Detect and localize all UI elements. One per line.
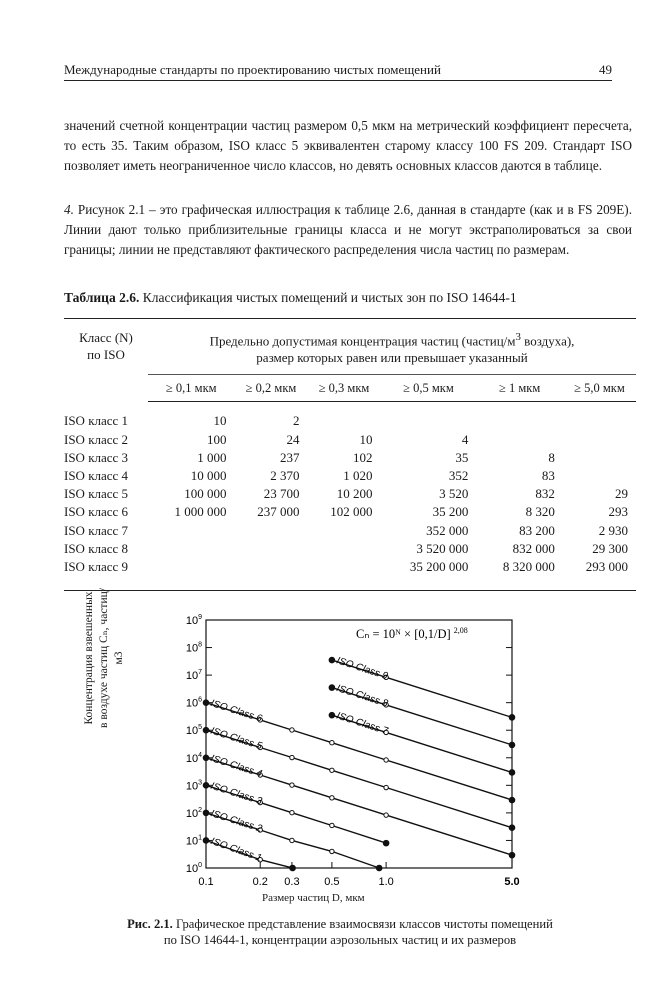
running-header-title: Международные стандарты по проектированию чистых помещений <box>64 62 441 77</box>
concentration-cell: 8 320 000 <box>502 558 555 574</box>
concentration-cell: 102 <box>353 449 373 465</box>
concentration-cell <box>563 412 636 430</box>
concentration-cell: 35 <box>455 449 469 465</box>
concentration-cell <box>476 431 562 449</box>
iso-class-chart <box>150 606 550 912</box>
group-header-line-1a: Предельно допустимая концентрация частиц (частиц/м <box>209 333 516 349</box>
data-point <box>383 840 389 846</box>
y-tick-label: $10^8$ <box>185 641 202 655</box>
data-point <box>330 849 334 853</box>
class-name-cell: ISO класс 7 <box>64 522 129 538</box>
concentration-cell: 10 <box>359 431 373 447</box>
y-tick-label: $10^4$ <box>185 751 202 765</box>
table-caption-label: Таблица 2.6. <box>64 290 140 305</box>
concentration-cell: 10 200 <box>336 486 373 502</box>
concentration-cell: 352 <box>448 467 469 483</box>
table-row <box>64 467 636 485</box>
data-point <box>290 728 294 732</box>
y-tick-label: $10^1$ <box>185 834 202 848</box>
series-label: ISO Class 7 <box>334 710 390 738</box>
data-point <box>330 823 334 827</box>
table-row <box>64 522 636 540</box>
y-tick-exponent: 5 <box>198 724 202 732</box>
y-tick-label: $10^5$ <box>185 724 202 738</box>
concentration-cell <box>381 412 477 430</box>
table-caption <box>64 290 517 306</box>
concentration-cell <box>308 558 381 576</box>
x-tick-label: 5.0 <box>504 876 520 888</box>
classification-table <box>64 318 636 591</box>
concentration-cell <box>234 522 307 540</box>
class-name-cell: ISO класс 8 <box>64 540 129 556</box>
concentration-cell <box>308 522 381 540</box>
data-point <box>329 712 335 718</box>
data-point <box>203 783 209 789</box>
concentration-cell: 352 000 <box>426 522 469 538</box>
class-name-cell: ISO класс 9 <box>64 558 129 574</box>
concentration-cell: 293 <box>608 504 628 520</box>
concentration-cell: 2 <box>293 413 300 429</box>
concentration-cell: 2 930 <box>598 522 628 538</box>
concentration-cell: 1 000 <box>197 449 227 465</box>
data-point <box>384 758 388 762</box>
x-tick-label: 0.3 <box>284 876 300 888</box>
series-label: ISO Class 8 <box>334 682 390 710</box>
class-header-line-2: по ISO <box>87 347 125 362</box>
figure-caption-label: Рис. 2.1. <box>127 917 173 931</box>
class-name-cell: ISO класс 6 <box>64 504 129 520</box>
concentration-cell: 100 <box>206 431 227 447</box>
class-name-cell: ISO класс 3 <box>64 449 129 465</box>
group-header-line-1b: воздуха), <box>520 333 575 349</box>
concentration-cell: 83 <box>541 467 555 483</box>
data-point <box>330 768 334 772</box>
size-column-header: ≥ 0,3 мкм <box>308 375 381 402</box>
paragraph-2-text: Рисунок 2.1 – это графическая иллюстрация к таблице 2.6, данная в стандарте (как и в FS 209E). Линии дают только приблизительные границы класса и не могут экстраполироваться за свои границы; линии не представляют фактического распределения числа частиц по размерам. <box>64 202 632 257</box>
size-column-header: ≥ 5,0 мкм <box>563 375 636 402</box>
y-tick-exponent: 3 <box>198 779 202 787</box>
data-point <box>330 796 334 800</box>
concentration-cell <box>234 540 307 558</box>
y-tick-exponent: 7 <box>198 669 202 677</box>
concentration-cell: 10 <box>213 413 227 429</box>
data-point <box>509 852 515 858</box>
y-tick-label: $10^3$ <box>185 779 202 793</box>
y-axis-label-line-1: Концентрация взвешенных <box>83 591 95 725</box>
series-label: ISO Class 9 <box>334 655 390 683</box>
x-tick-label: 1.0 <box>378 876 394 888</box>
concentration-cell: 3 520 000 <box>416 540 469 556</box>
concentration-cell: 100 000 <box>184 486 227 502</box>
class-name-cell: ISO класс 4 <box>64 467 129 483</box>
group-header-line-2: размер которых равен или превышает указанный <box>256 350 528 366</box>
data-point <box>290 838 294 842</box>
data-point <box>509 715 515 721</box>
concentration-cell <box>563 467 636 485</box>
data-point <box>290 865 296 871</box>
concentration-cell <box>308 540 381 558</box>
data-point <box>203 810 209 816</box>
concentration-cell <box>308 412 381 430</box>
table-row <box>64 449 636 467</box>
class-name-cell: ISO класс 1 <box>64 413 129 429</box>
concentration-cell <box>148 540 234 558</box>
paragraph-2-number: 4. <box>64 202 74 217</box>
table-row <box>64 412 636 430</box>
size-column-header: ≥ 0,1 мкм <box>148 375 234 402</box>
series-label: ISO Class 1 <box>208 835 263 865</box>
y-tick-label: $10^2$ <box>185 806 202 820</box>
y-tick-label: $10^7$ <box>185 669 202 683</box>
concentration-cell: 293 000 <box>585 558 628 574</box>
data-point <box>329 685 335 691</box>
y-tick-label: $10^0$ <box>185 862 202 875</box>
series-label: ISO Class 3 <box>209 780 264 808</box>
data-point <box>290 810 294 814</box>
concentration-cell: 23 700 <box>263 486 300 502</box>
running-header <box>64 62 612 81</box>
class-header-line-1: Класс (N) <box>79 330 133 345</box>
concentration-cell: 8 320 <box>525 504 555 520</box>
concentration-cell: 102 000 <box>330 504 373 520</box>
data-point <box>329 657 335 663</box>
y-tick-exponent: 2 <box>198 806 202 814</box>
concentration-cell: 237 <box>280 449 300 465</box>
data-point <box>509 825 515 831</box>
figure-caption-text: Графическое представление взаимосвязи классов чистоты помещений по ISO 14644-1, концентрации аэрозольных частиц и их размеров <box>163 917 553 947</box>
y-tick-exponent: 9 <box>198 614 202 621</box>
series-label: ISO Class 5 <box>209 725 264 753</box>
series-label: ISO Class 2 <box>209 808 264 835</box>
figure-caption <box>120 916 560 948</box>
concentration-cell: 1 000 000 <box>174 504 227 520</box>
data-point <box>376 865 382 871</box>
data-point <box>509 770 515 776</box>
concentration-cell: 4 <box>461 431 469 447</box>
table-row <box>64 503 636 521</box>
concentration-cell: 237 000 <box>257 504 300 520</box>
y-axis-label-line-2: в воздухе частиц Cₙ, частиц/м3 <box>98 588 125 728</box>
x-tick-label: 0.2 <box>252 876 268 888</box>
data-point <box>384 785 388 789</box>
x-tick-label: 0.5 <box>324 876 340 888</box>
data-point <box>203 838 209 844</box>
table-row <box>64 540 636 558</box>
data-point <box>509 797 515 803</box>
page-number: 49 <box>599 62 612 77</box>
data-point <box>203 727 209 733</box>
concentration-cell: 29 <box>615 486 628 502</box>
group-header-sup: 3 <box>515 331 521 343</box>
concentration-cell: 35 200 <box>432 504 469 520</box>
data-point <box>384 813 388 817</box>
concentration-cell <box>148 522 234 540</box>
data-point <box>290 755 294 759</box>
y-tick-exponent: 1 <box>198 834 202 842</box>
concentration-cell: 29 300 <box>592 540 628 556</box>
concentration-cell <box>563 431 636 449</box>
data-point <box>203 700 209 706</box>
concentration-cell <box>563 449 636 467</box>
paragraph-1: значений счетной концентрации частиц размером 0,5 мкм на метрический коэффициент пересчета, то есть 35. Таким образом, ISO класс 5 эквивалентен старому классу 100 FS 209. Стандарт ISO позволяет иметь неограниченное число классов, но девять основных классов даются в таблице. <box>64 118 632 173</box>
size-column-header: ≥ 0,2 мкм <box>234 375 307 402</box>
formula: Cₙ = 10ᴺ × [0,1/D] $^{2,08}$ <box>356 626 468 641</box>
size-column-header: ≥ 0,5 мкм <box>381 375 477 402</box>
concentration-cell <box>148 558 234 576</box>
table-row <box>64 485 636 503</box>
concentration-cell: 83 200 <box>519 522 555 538</box>
y-axis-label <box>82 588 127 728</box>
table-caption-text: Классификация чистых помещений и чистых зон по ISO 14644-1 <box>139 290 517 305</box>
x-axis-label: Размер частиц D, мкм <box>262 892 365 904</box>
concentration-cell: 8 <box>548 449 555 465</box>
class-column-header <box>64 319 148 402</box>
concentration-cell: 3 520 <box>439 486 469 502</box>
concentration-cell: 10 000 <box>190 467 227 483</box>
concentration-cell: 24 <box>286 431 300 447</box>
x-tick-label: 0.1 <box>198 876 214 888</box>
data-point <box>203 755 209 761</box>
data-point <box>290 783 294 787</box>
y-tick-exponent: 4 <box>198 751 202 759</box>
class-name-cell: ISO класс 5 <box>64 486 129 502</box>
concentration-cell: 832 <box>535 486 555 502</box>
data-point <box>509 742 515 748</box>
concentration-cell <box>234 558 307 576</box>
y-tick-exponent: 0 <box>198 862 202 869</box>
concentration-group-header <box>148 319 636 375</box>
concentration-cell <box>476 412 562 430</box>
y-tick-exponent: 8 <box>198 641 202 649</box>
concentration-cell: 35 200 000 <box>409 558 469 574</box>
table-row <box>64 431 636 449</box>
y-tick-label: $10^9$ <box>185 614 202 627</box>
series-label: ISO Class 6 <box>209 698 264 725</box>
y-tick-exponent: 6 <box>198 696 202 704</box>
concentration-cell: 832 000 <box>512 540 555 556</box>
table-row <box>64 558 636 576</box>
formula-exponent: 2,08 <box>453 626 468 635</box>
concentration-cell: 2 370 <box>270 467 300 483</box>
size-column-header: ≥ 1 мкм <box>476 375 562 402</box>
data-point <box>330 741 334 745</box>
y-tick-label: $10^6$ <box>185 696 202 710</box>
paragraph-2 <box>64 200 632 259</box>
concentration-cell: 1 020 <box>343 467 373 483</box>
class-name-cell: ISO класс 2 <box>64 431 129 447</box>
series-label: ISO Class 4 <box>209 753 264 780</box>
